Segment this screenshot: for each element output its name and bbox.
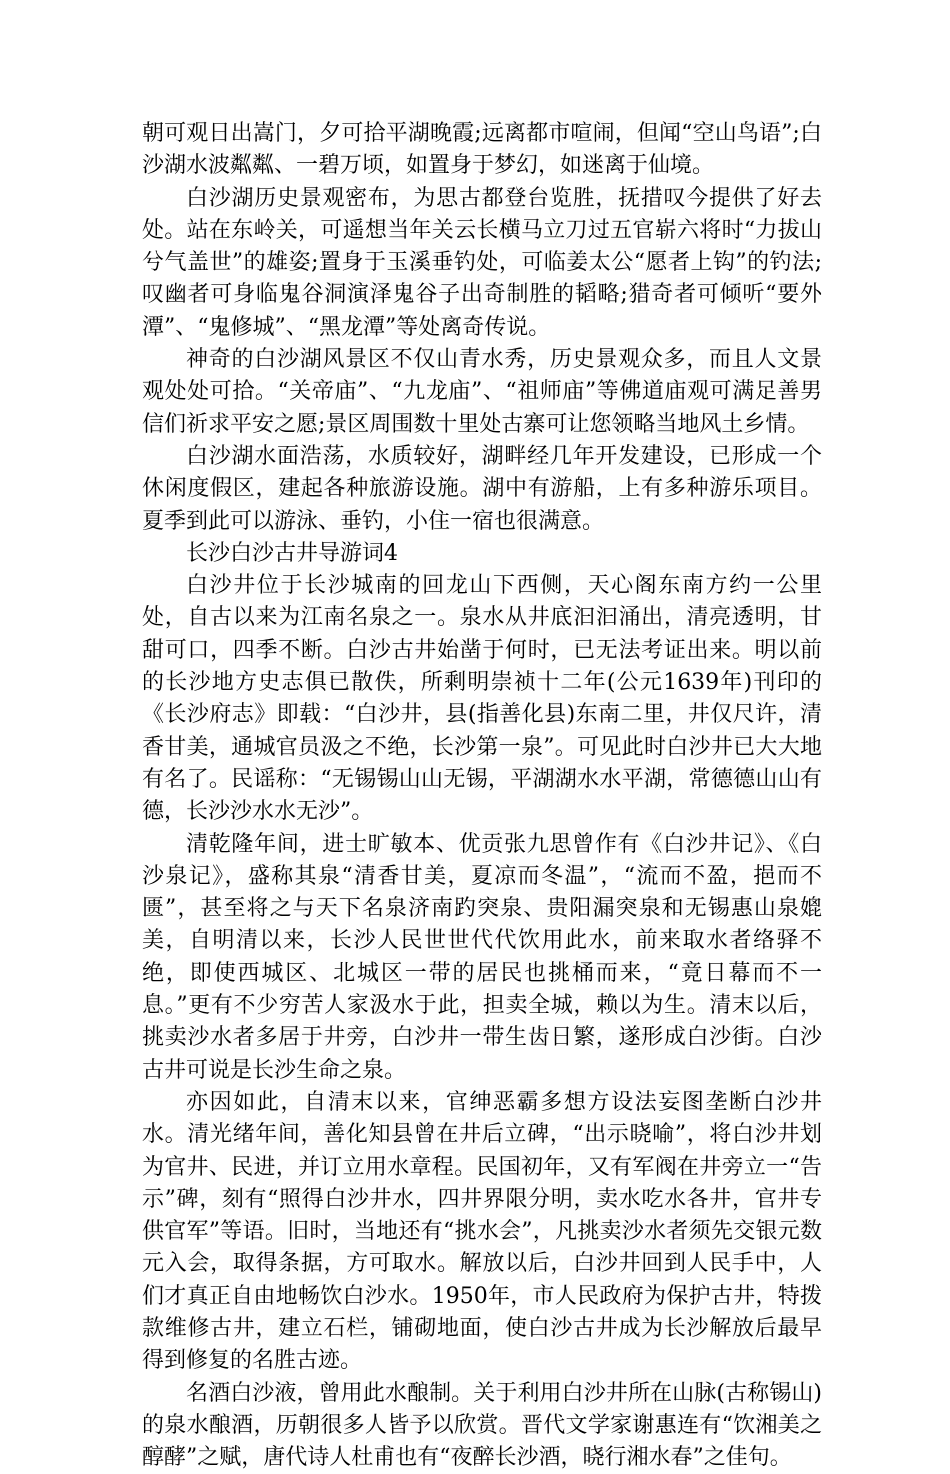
paragraph-leisure: 白沙湖水面浩荡，水质较好，湖畔经几年开发建设，已形成一个休闲度假区，建起各种旅游设施。湖中有游船，上有多种游乐项目。夏季到此可以游泳、垂钓，小住一宿也很满意。 <box>142 443 822 534</box>
document-body <box>142 118 822 1474</box>
paragraph-history: 白沙湖历史景观密布，为思古都登台览胜，抚措叹今提供了好去处。站在东岭关，可遥想当年关云长横马立刀过五官崭六将时“力拔山兮气盖世”的雄姿;置身于玉溪垂钓处，可临姜太公“愿者上钩”的钓法;叹幽者可身临鬼谷洞演泽鬼谷子出奇制胜的韬略;猎奇者可倾听“要外潭”、“鬼修城”、“黑龙潭”等处离奇传说。 <box>142 185 822 340</box>
paragraph-qing-dynasty: 清乾隆年间，进士旷敏本、优贡张九思曾作有《白沙井记》、《白沙泉记》，盛称其泉“清香甘美，夏凉而冬温”，“流而不盈，挹而不匮”，甚至将之与天下名泉济南趵突泉、贵阳漏突泉和无锡惠山泉媲美，自明清以来，长沙人民世世代代饮用此水，前来取水者络驿不绝，即使西城区、北城区一带的居民也挑桶而来，“竟日幕而不一息。”更有不少穷苦人家汲水于此，担卖全城，赖以为生。清末以后，挑卖沙水者多居于井旁，白沙井一带生齿日繁，遂形成白沙街。白沙古井可说是长沙生命之泉。 <box>142 831 822 1083</box>
section-heading: 长沙白沙古井导游词4 <box>186 540 398 566</box>
paragraph-monopoly: 亦因如此，自清末以来，官绅恶霸多想方设法妄图垄断白沙井水。清光绪年间，善化知县曾在井后立碑，“出示晓喻”，将白沙井划为官井、民进，并订立用水章程。民国初年，又有军阀在井旁立一“告示”碑，刻有“照得白沙井水，四井界限分明，卖水吃水各井，官井专供官军”等语。旧时，当地还有“挑水会”，凡挑卖沙水者须先交银元数元入会，取得条据，方可取水。解放以后，白沙井回到人民手中，人们才真正自由地畅饮白沙水。1950年，市人民政府为保护古井，特拨款维修古井，建立石栏，铺砌地面，使白沙古井成为长沙解放后最早得到修复的名胜古迹。 <box>142 1089 822 1374</box>
paragraph-culture: 神奇的白沙湖风景区不仅山青水秀，历史景观众多，而且人文景观处处可拾。“关帝庙”、“九龙庙”、“祖师庙”等佛道庙观可满足善男信们祈求平安之愿;景区周围数十里处古寨可让您领略当地风土乡情。 <box>142 347 822 437</box>
paragraph-scenery-intro: 朝可观日出嵩门，夕可拾平湖晚霞;远离都市喧闹，但闻“空山鸟语”;白沙湖水波粼粼、一碧万顷，如置身于梦幻，如迷离于仙境。 <box>142 121 822 179</box>
paragraph-liquor: 名酒白沙液，曾用此水酿制。关于利用白沙井所在山脉(古称锡山)的泉水酿酒，历朝很多人皆予以欣赏。晋代文学家谢惠连有“饮湘美之醇酵”之赋，唐代诗人杜甫也有“夜醉长沙酒，晓行湘水春”之佳句。 <box>142 1380 822 1471</box>
paragraph-well-location: 白沙井位于长沙城南的回龙山下西侧，天心阁东南方约一公里处，自古以来为江南名泉之一。泉水从井底汩汩涌出，清亮透明，甘甜可口，四季不断。白沙古井始凿于何时，已无法考证出来。明以前的长沙地方史志俱已散佚，所剩明崇祯十二年(公元1639年)刊印的《长沙府志》即载：“白沙井，县(指善化县)东南二里，井仅尺许，清香甘美，通城官员汲之不绝，长沙第一泉”。可见此时白沙井已大大地有名了。民谣称：“无锡锡山山无锡，平湖湖水水平湖，常德德山山有德，长沙沙水水无沙”。 <box>142 573 822 825</box>
